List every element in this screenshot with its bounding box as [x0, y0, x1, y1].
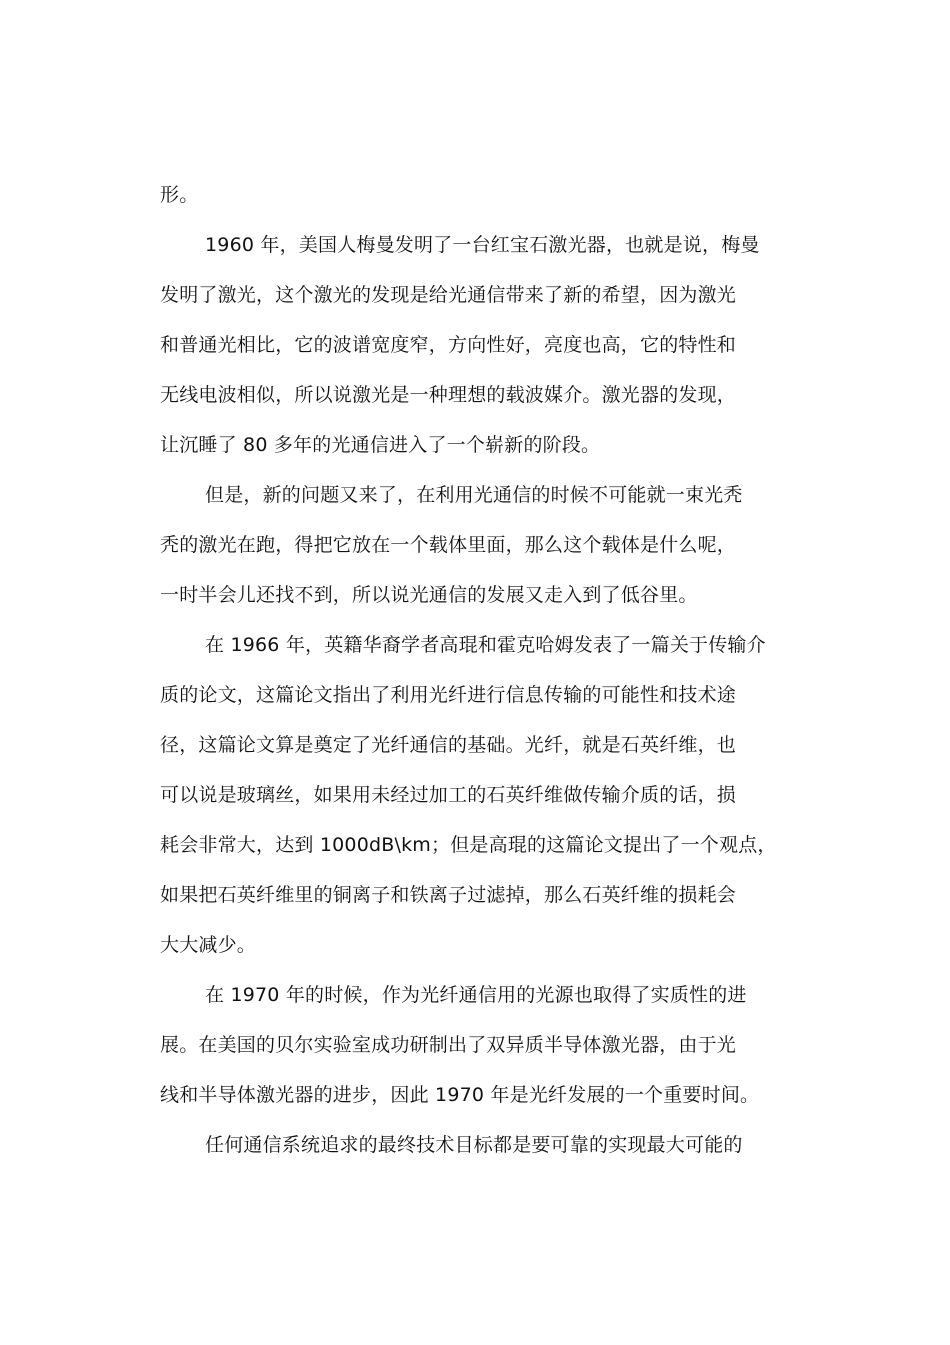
text-line: 如果把石英纤维里的铜离子和铁离子过滤掉，那么石英纤维的损耗会 — [160, 884, 737, 906]
text-line: 线和半导体激光器的进步，因此 1970 年是光纤发展的一个重要时间。 — [160, 1084, 760, 1106]
text-line: 在 1966 年，英籍华裔学者高琨和霍克哈姆发表了一篇关于传输介 — [205, 634, 766, 656]
text-line: 秃的激光在跑，得把它放在一个载体里面，那么这个载体是什么呢， — [160, 534, 737, 556]
text-line: 大大减少。 — [160, 934, 257, 956]
text-line: 和普通光相比，它的波谱宽度窄，方向性好，亮度也高，它的特性和 — [160, 334, 737, 356]
text-line: 任何通信系统追求的最终技术目标都是要可靠的实现最大可能的 — [205, 1134, 743, 1156]
text-line: 无线电波相似，所以说激光是一种理想的载波媒介。激光器的发现， — [160, 384, 737, 406]
text-line: 展。在美国的贝尔实验室成功研制出了双异质半导体激光器，由于光 — [160, 1034, 737, 1056]
text-line: 1960 年，美国人梅曼发明了一台红宝石激光器，也就是说，梅曼 — [205, 234, 760, 256]
text-line: 一时半会儿还找不到，所以说光通信的发展又走入到了低谷里。 — [160, 584, 698, 606]
text-line: 但是，新的问题又来了，在利用光通信的时候不可能就一束光秃 — [205, 484, 743, 506]
text-line: 形。 — [160, 184, 199, 206]
text-line: 在 1970 年的时候，作为光纤通信用的光源也取得了实质性的进 — [205, 984, 747, 1006]
text-line: 可以说是玻璃丝，如果用未经过加工的石英纤维做传输介质的话，损 — [160, 784, 737, 806]
text-line: 让沉睡了 80 多年的光通信进入了一个崭新的阶段。 — [160, 434, 601, 456]
text-line: 发明了激光，这个激光的发现是给光通信带来了新的希望，因为激光 — [160, 284, 737, 306]
text-line: 耗会非常大，达到 1000dB\km；但是高琨的这篇论文提出了一个观点， — [160, 834, 777, 856]
text-line: 质的论文，这篇论文指出了利用光纤进行信息传输的可能性和技术途 — [160, 684, 737, 706]
text-line: 径，这篇论文算是奠定了光纤通信的基础。光纤，就是石英纤维，也 — [160, 734, 737, 756]
